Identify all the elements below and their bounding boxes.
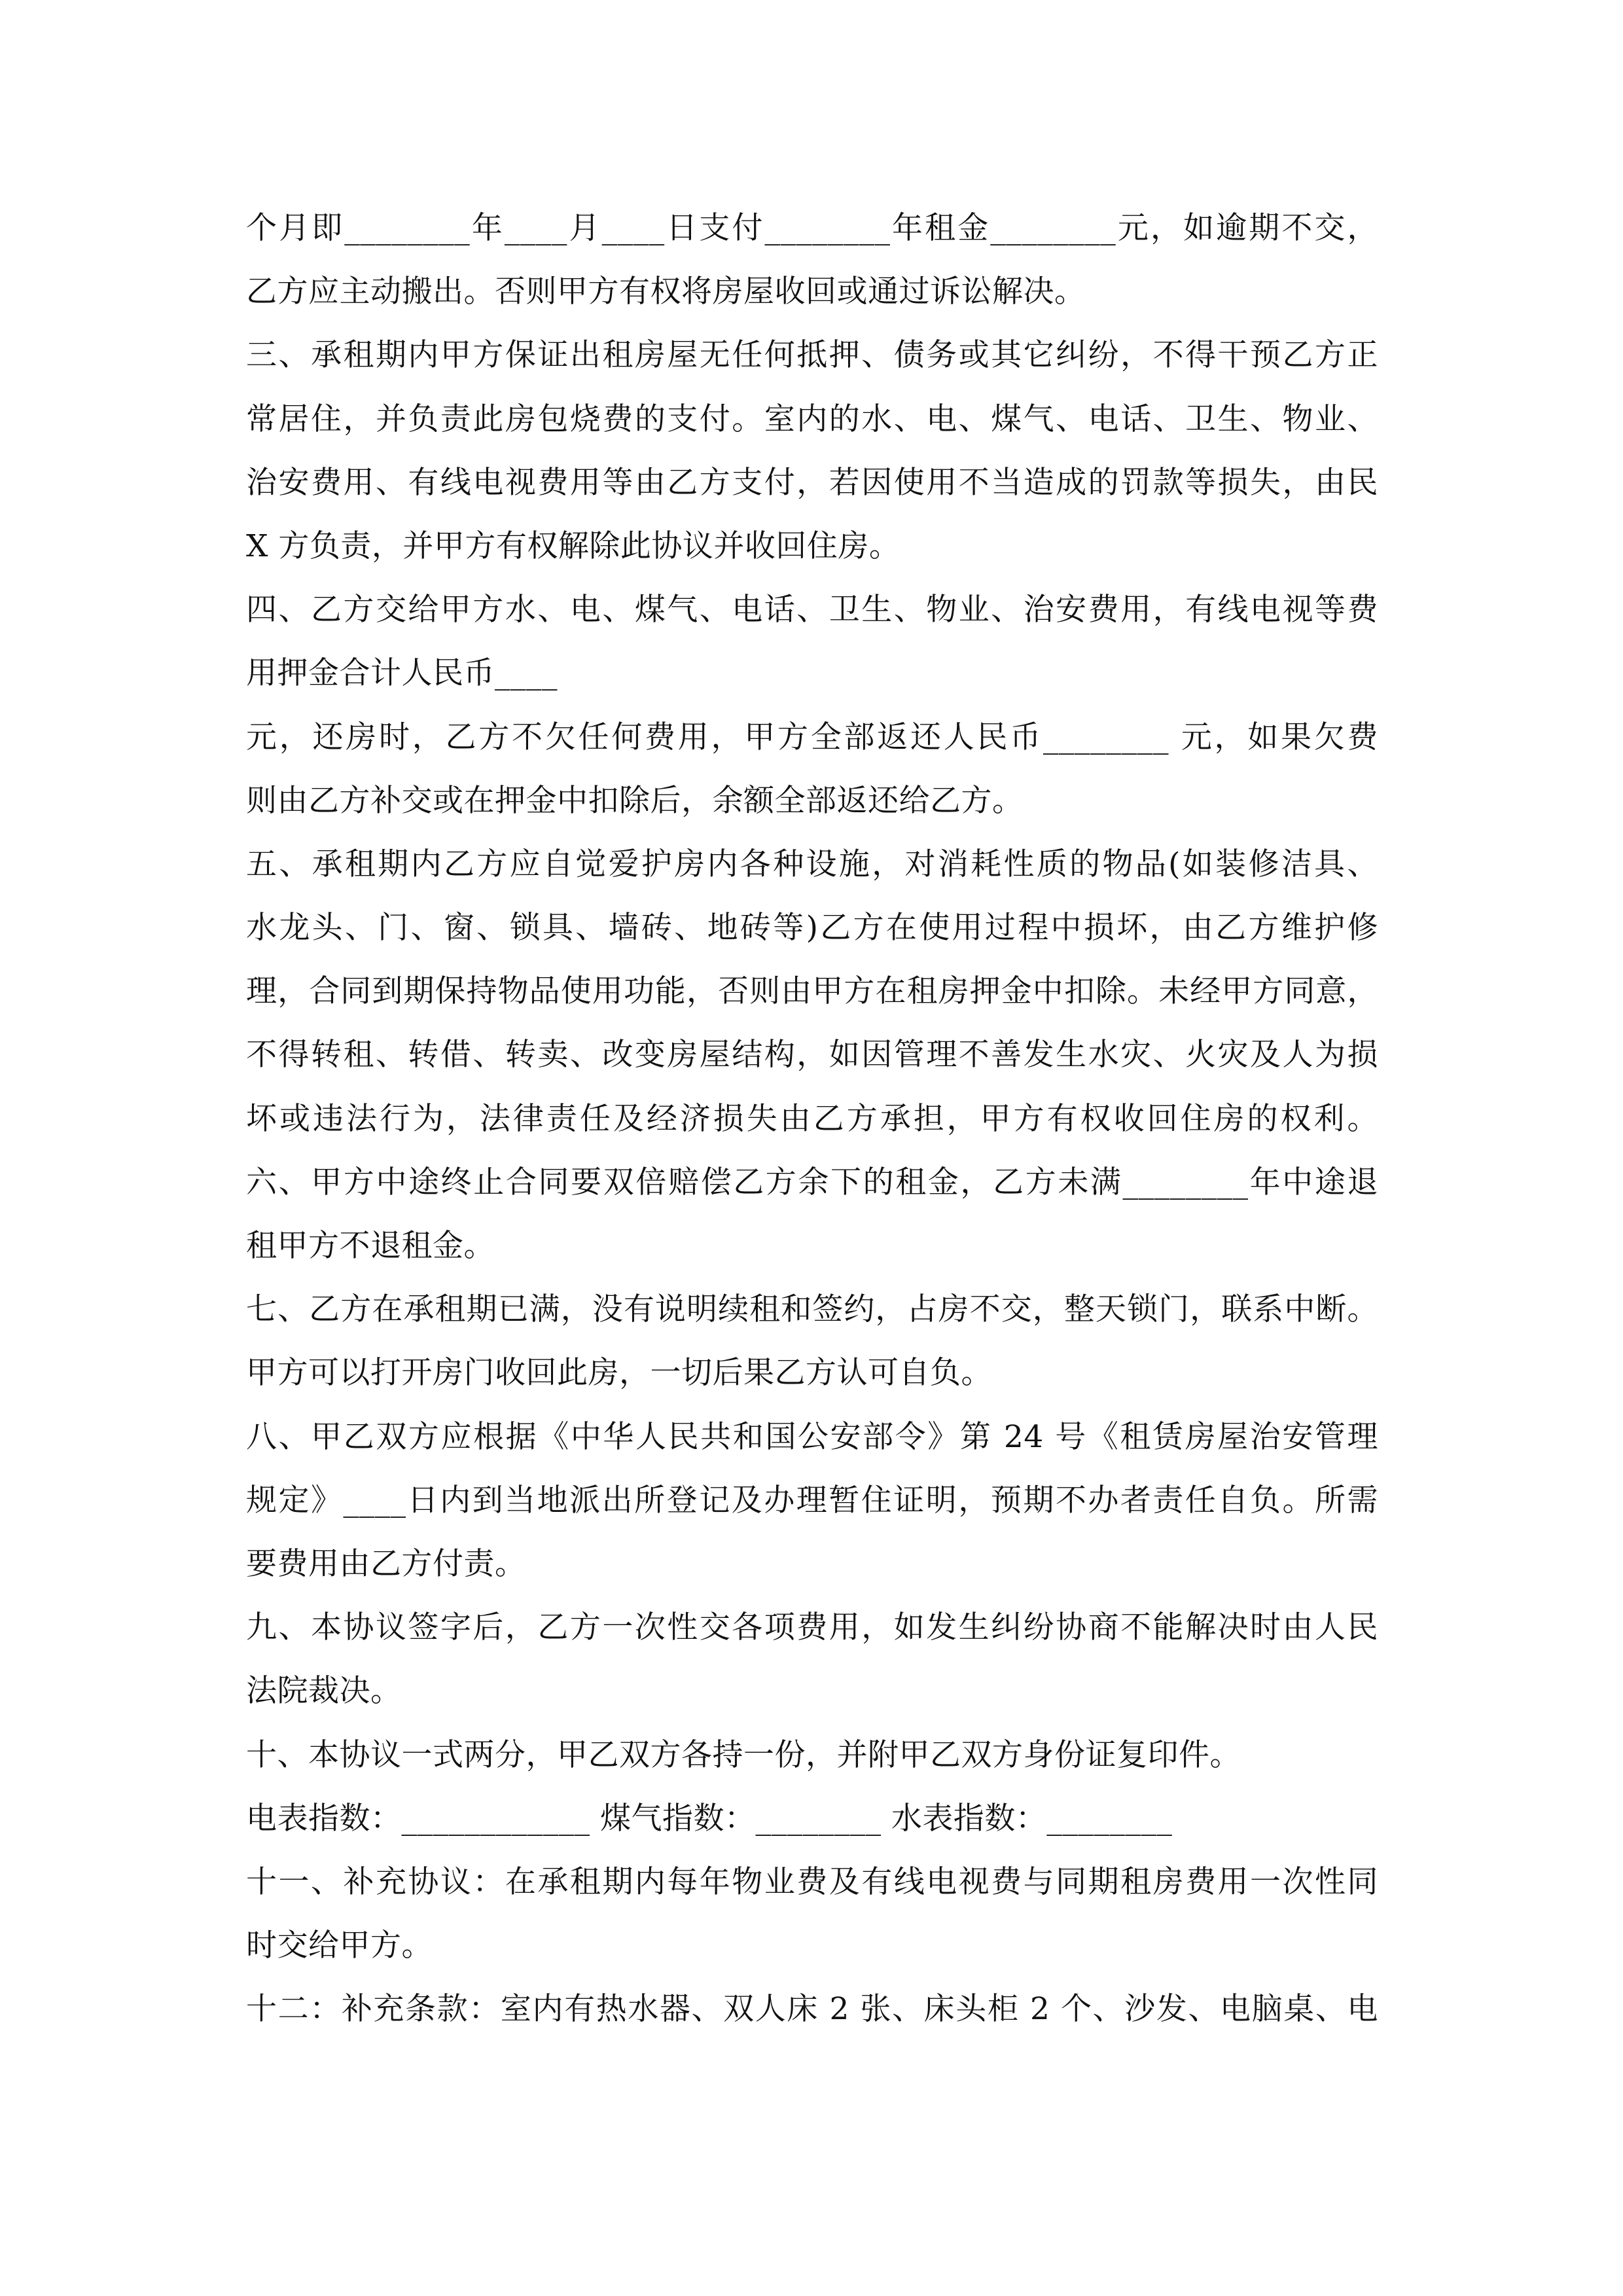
text-line: 个月即________年____月____日支付________年租金________元，如逾期不交， bbox=[246, 210, 1378, 246]
text-line: 常居住，并负责此房包烧费的支付。室内的水、电、煤气、电话、卫生、物业、 bbox=[246, 401, 1378, 437]
text-line: 则由乙方补交或在押金中扣除后，余额全部返还给乙方。 bbox=[246, 782, 1024, 819]
text-line: 水龙头、门、窗、锁具、墙砖、地砖等)乙方在使用过程中损坏，由乙方维护修 bbox=[246, 910, 1378, 946]
text-line: 要费用由乙方付责。 bbox=[246, 1545, 526, 1582]
text-line: 规定》____日内到当地派出所登记及办理暂住证明，预期不办者责任自负。所需 bbox=[246, 1482, 1378, 1518]
text-line: 治安费用、有线电视费用等由乙方支付，若因使用不当造成的罚款等损失，由民 bbox=[246, 464, 1378, 501]
text-line: 理，合同到期保持物品使用功能，否则由甲方在租房押金中扣除。未经甲方同意， bbox=[246, 973, 1378, 1010]
meter-readings-line: 电表指数：____________ 煤气指数：________ 水表指数：________ bbox=[246, 1800, 1173, 1837]
text-line: 时交给甲方。 bbox=[246, 1928, 433, 1964]
text-line: 法院裁决。 bbox=[246, 1673, 402, 1710]
text-line: 三、承租期内甲方保证出租房屋无任何抵押、债务或其它纠纷，不得干预乙方正 bbox=[246, 337, 1378, 374]
text-line: 坏或违法行为，法律责任及经济损失由乙方承担，甲方有权收回住房的权利。 bbox=[246, 1100, 1378, 1137]
text-line: 十、本协议一式两分，甲乙双方各持一份，并附甲乙双方身份证复印件。 bbox=[246, 1736, 1241, 1773]
contract-body bbox=[246, 196, 1378, 2041]
text-line: 甲方可以打开房门收回此房，一切后果乙方认可自负。 bbox=[246, 1355, 992, 1391]
text-line: 不得转租、转借、转卖、改变房屋结构，如因管理不善发生水灾、火灾及人为损 bbox=[246, 1037, 1378, 1073]
text-line: 用押金合计人民币____ bbox=[246, 655, 558, 692]
text-line: 四、乙方交给甲方水、电、煤气、电话、卫生、物业、治安费用，有线电视等费 bbox=[246, 592, 1378, 628]
text-line: 六、甲方中途终止合同要双倍赔偿乙方余下的租金，乙方未满________年中途退 bbox=[246, 1164, 1378, 1200]
text-line: 元，还房时，乙方不欠任何费用，甲方全部返还人民币________ 元，如果欠费 bbox=[246, 719, 1378, 755]
text-line: 九、本协议签字后，乙方一次性交各项费用，如发生纠纷协商不能解决时由人民 bbox=[246, 1609, 1378, 1646]
text-line: 八、甲乙双方应根据《中华人民共和国公安部令》第 24 号《租赁房屋治安管理 bbox=[246, 1418, 1378, 1455]
text-line: 乙方应主动搬出。否则甲方有权将房屋收回或通过诉讼解决。 bbox=[246, 274, 1086, 310]
text-line: 租甲方不退租金。 bbox=[246, 1228, 495, 1264]
text-line: 五、承租期内乙方应自觉爱护房内各种设施，对消耗性质的物品(如装修洁具、 bbox=[246, 846, 1378, 882]
text-line: 十一、补充协议：在承租期内每年物业费及有线电视费与同期租房费用一次性同 bbox=[246, 1863, 1378, 1900]
text-line: 十二：补充条款：室内有热水器、双人床 2 张、床头柜 2 个、沙发、电脑桌、电 bbox=[246, 1991, 1378, 2028]
text-line: 七、乙方在承租期已满，没有说明续租和签约，占房不交，整天锁门，联系中断。 bbox=[246, 1291, 1378, 1328]
text-line: X 方负责，并甲方有权解除此协议并收回住房。 bbox=[246, 528, 901, 564]
